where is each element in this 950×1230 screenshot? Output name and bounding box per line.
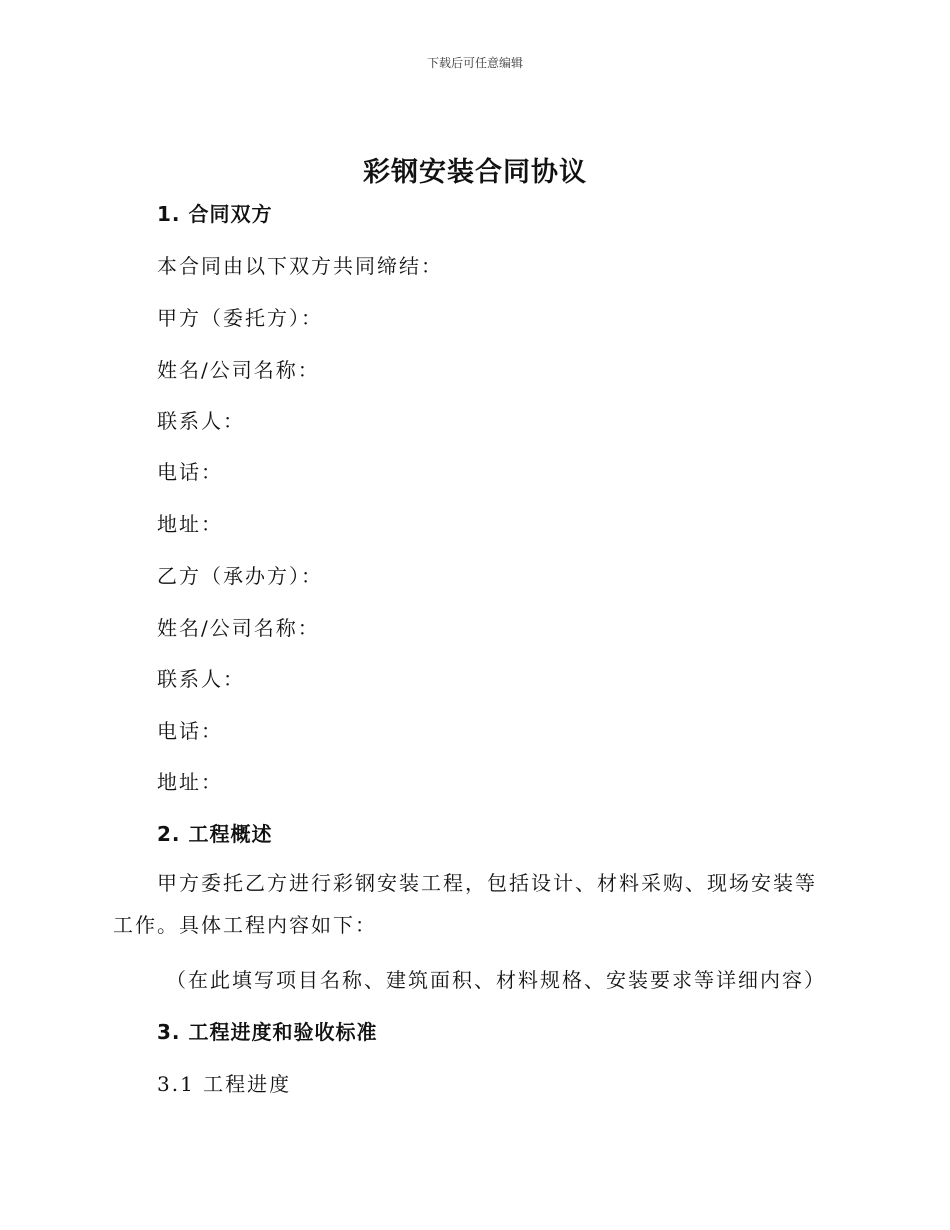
document-title: 彩钢安装合同协议 xyxy=(363,157,587,188)
section-2-paragraph: 甲方委托乙方进行彩钢安装工程，包括设计、材料采购、现场安装等工作。具体工程内容如下： xyxy=(113,871,817,937)
section-1-intro: 本合同由以下双方共同缔结： xyxy=(157,254,443,278)
party-b-label: 乙方（承办方）： xyxy=(157,564,323,588)
section-1-heading: 1. 合同双方 xyxy=(157,202,273,226)
header-note: 下载后可任意编辑 xyxy=(426,56,523,70)
party-b-name: 姓名/公司名称： xyxy=(157,616,320,640)
party-b-phone: 电话： xyxy=(157,719,223,743)
party-a-name: 姓名/公司名称： xyxy=(157,358,320,382)
party-b-address: 地址： xyxy=(157,770,223,794)
section-2-placeholder: （在此填写项目名称、建筑面积、材料规格、安装要求等详细内容） xyxy=(166,968,826,992)
party-a-address: 地址： xyxy=(157,512,223,536)
section-3-1-heading: 3.1 工程进度 xyxy=(157,1072,292,1096)
section-3-heading: 3. 工程进度和验收标准 xyxy=(157,1020,378,1044)
party-a-phone: 电话： xyxy=(157,460,223,484)
party-b-contact: 联系人： xyxy=(157,667,245,691)
section-2-heading: 2. 工程概述 xyxy=(157,822,273,846)
party-a-contact: 联系人： xyxy=(157,409,245,433)
party-a-label: 甲方（委托方）： xyxy=(157,306,323,330)
